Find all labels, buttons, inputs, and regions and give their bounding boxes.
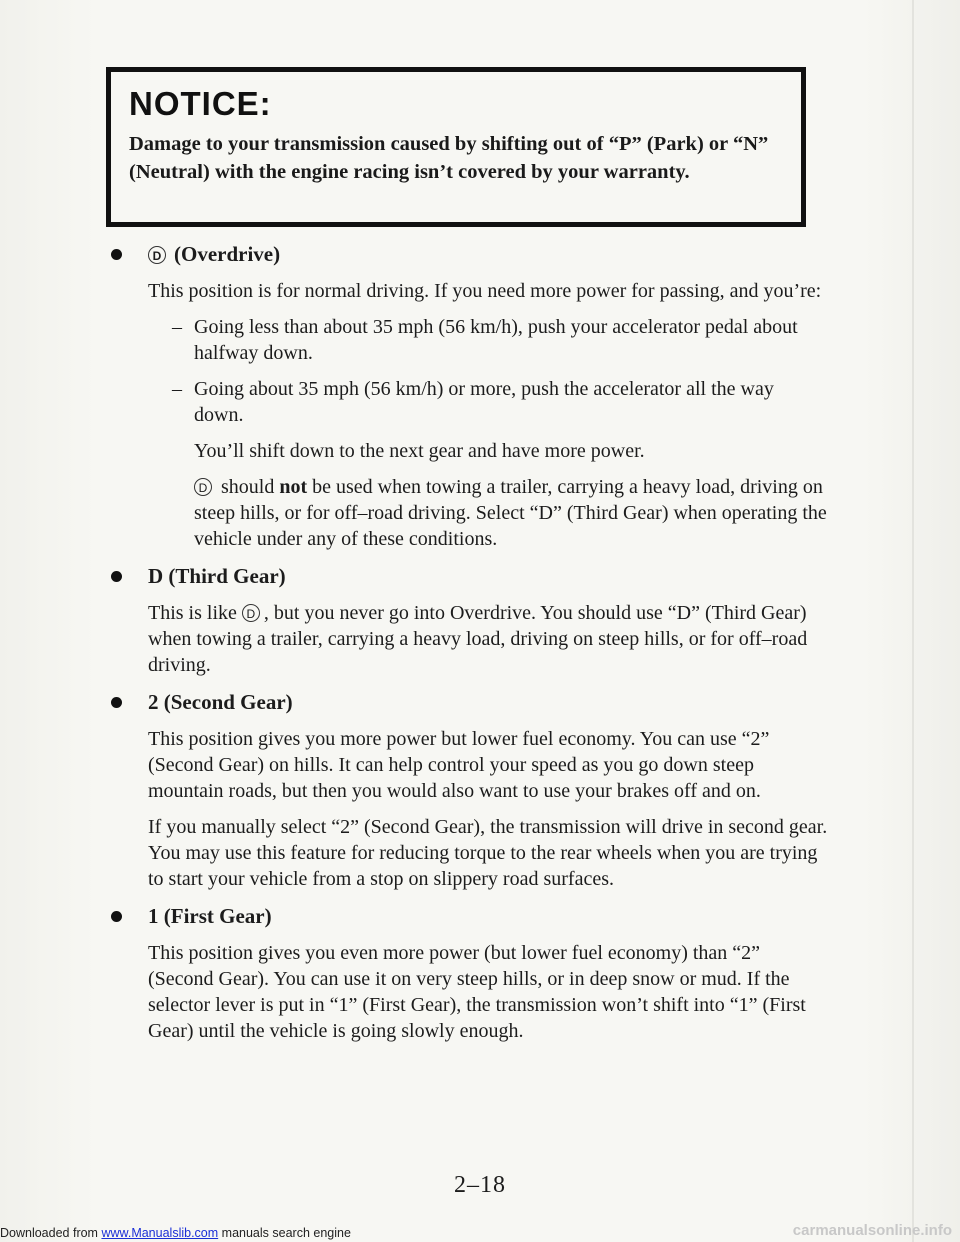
overdrive-icon: D [194,478,212,496]
notice-box [106,67,806,227]
second-gear-text-1: This position gives you more power but lower fuel economy. You can use “2” (Second Gear) on hills. It can help control your speed as you go down steep mountain roads, but then you would also want to use your brakes off and on. [148,728,770,802]
list-item-second-gear [148,688,828,892]
list-item-overdrive [148,240,828,552]
third-gear-text [148,600,828,678]
first-gear-text: This position gives you even more power (but lower fuel economy) than “2” (Second Gear). You can use it on very steep hills, or in deep snow or mud. If the selector lever is put in “1” (First Gear), the transmission won’t shift into “1” (First Gear) until the vehicle is going slowly enough. [148,942,806,1042]
download-prefix: Downloaded from [0,1226,98,1240]
overdrive-heading-text: (Overdrive) [174,242,281,266]
warning-emphasis: not [279,476,308,498]
gear-list [148,240,828,1054]
manualslib-link[interactable]: www.Manualslib.com [101,1226,219,1240]
dash-text: Going less than about 35 mph (56 km/h), push your accelerator pedal about halfway down. [194,316,798,364]
warning-text-c: be used when towing a trailer, carrying a heavy load, driving on steep hills, or for off–road driving. Select “D” (Third Gear) when operating the vehicle under any of these conditions. [194,476,827,550]
third-gear-text-b: , but you never go into Overdrive. You should use “D” (Third Gear) when towing a trailer, carrying a heavy load, driving on steep hills, or for off–road driving. [148,602,808,676]
page-edge [912,0,914,1242]
watermark: carmanualsonline.info [792,1222,952,1239]
second-gear-text-2: If you manually select “2” (Second Gear), the transmission will drive in second gear. You may use this feature for reducing torque to the rear wheels when you are trying to start your vehicle from a stop on slippery road surfaces. [148,816,828,890]
dash-item [172,314,828,366]
overdrive-warning [172,474,828,552]
overdrive-shift-note: You’ll shift down to the next gear and have more power. [194,440,645,462]
item-heading: D (Third Gear) [148,564,286,588]
notice-title: NOTICE: [129,85,272,122]
overdrive-intro: This position is for normal driving. If you need more power for passing, and you’re: [148,280,822,302]
overdrive-icon: D [148,246,166,264]
item-heading [148,240,828,268]
list-item-third-gear [148,562,828,678]
dash-mark: – [172,378,182,400]
dash-item [172,376,828,428]
overdrive-icon: D [242,604,260,622]
bullet-icon [111,697,122,708]
download-suffix: manuals search engine [221,1226,351,1240]
dash-text: Going about 35 mph (56 km/h) or more, push the accelerator all the way down. [194,378,774,426]
item-heading: 1 (First Gear) [148,904,272,928]
overdrive-sub [172,314,828,552]
warning-text-a: should [221,476,275,498]
download-header [0,1226,351,1240]
bullet-icon [111,249,122,260]
notice-text: Damage to your transmission caused by shifting out of “P” (Park) or “N” (Neutral) with the engine racing isn’t covered by your warranty. [129,133,769,184]
bullet-icon [111,911,122,922]
dash-mark: – [172,316,182,338]
item-heading: 2 (Second Gear) [148,690,293,714]
bullet-icon [111,571,122,582]
page-number: 2–18 [454,1172,506,1198]
third-gear-text-a: This is like [148,602,237,624]
list-item-first-gear [148,902,828,1044]
